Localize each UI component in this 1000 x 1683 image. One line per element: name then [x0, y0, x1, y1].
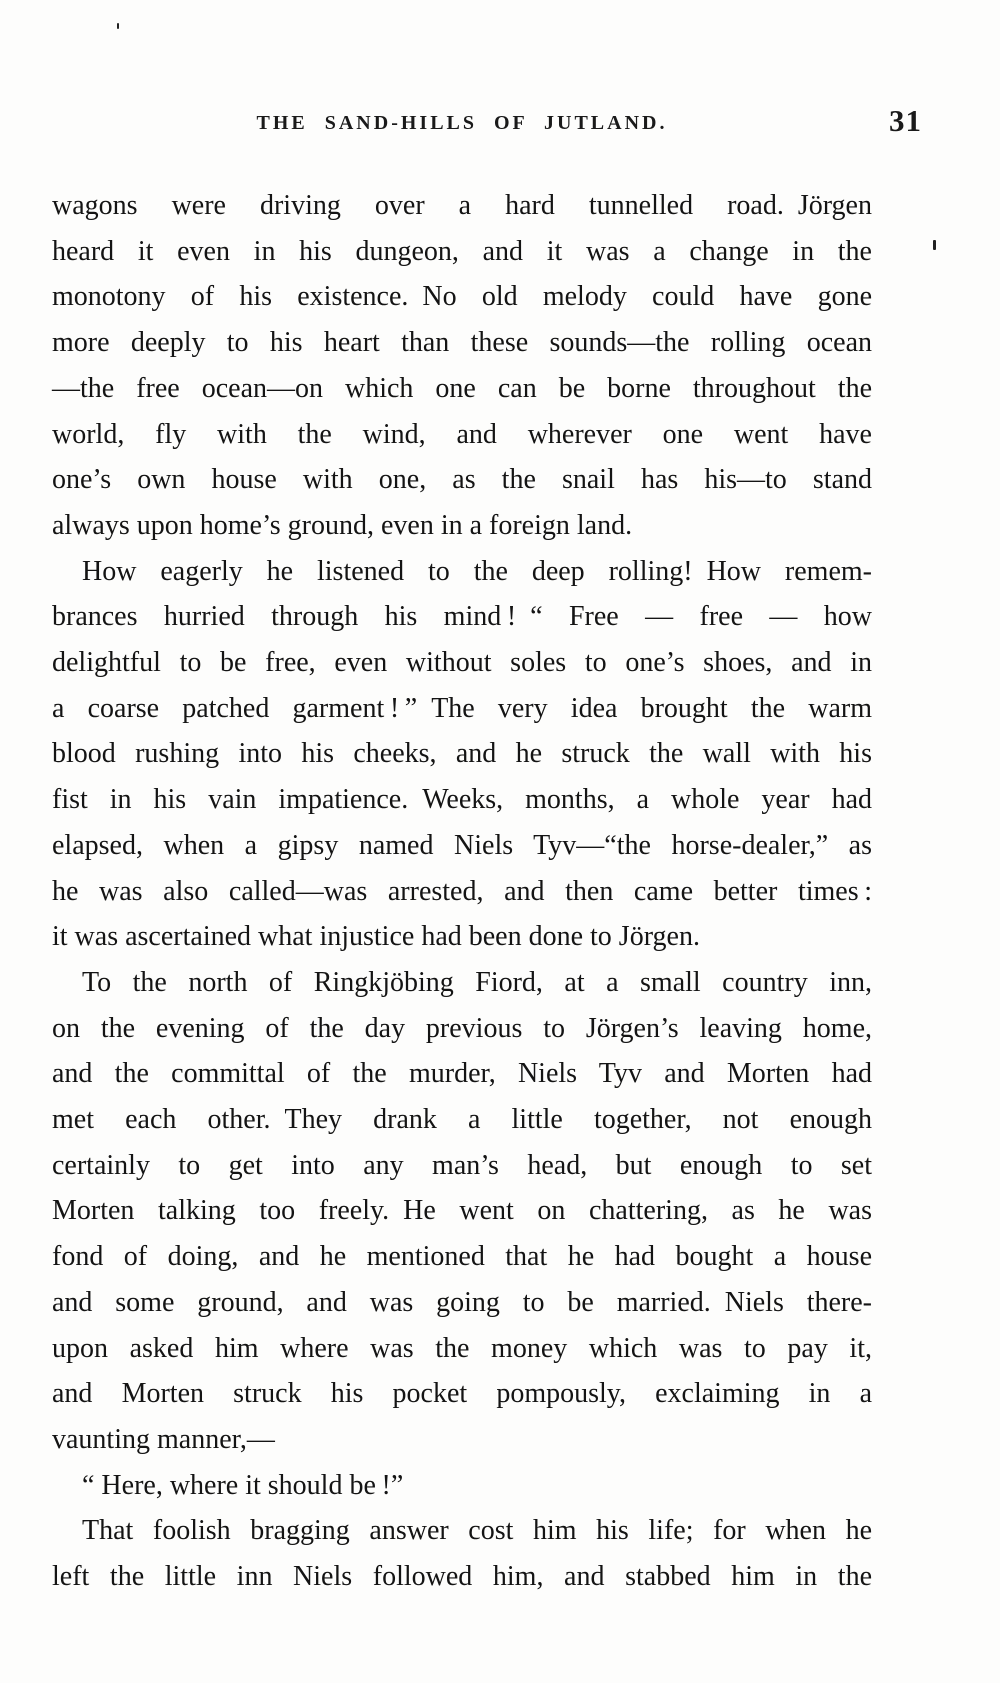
- text-line: elapsed, when a gipsy named Niels Tyv—“the horse-dealer,” as: [52, 829, 872, 861]
- text-line: That foolish bragging answer cost him his life; for when he: [82, 1515, 872, 1547]
- text-line: wagons were driving over a hard tunnelled road. Jörgen: [52, 190, 872, 221]
- text-line: heard it even in his dungeon, and it was a change in the: [52, 235, 872, 267]
- text-line: How eagerly he listened to the deep rolling! How remem-: [82, 555, 872, 587]
- text-line: To the north of Ringkjöbing Fiord, at a small country inn,: [82, 966, 872, 998]
- text-line: and the committal of the murder, Niels Tyv and Morten had: [52, 1058, 872, 1090]
- text-line: certainly to get into any man’s head, but enough to set: [52, 1149, 872, 1181]
- scan-speck: [117, 23, 119, 29]
- text-line: and some ground, and was going to be married. Niels there-: [52, 1286, 872, 1318]
- text-line: monotony of his existence. No old melody could have gone: [52, 281, 872, 313]
- text-line: it was ascertained what injustice had been done to Jörgen.: [52, 921, 700, 953]
- text-line: a coarse patched garment ! ” The very idea brought the warm: [52, 692, 872, 724]
- page-number: 31: [889, 103, 922, 138]
- text-line: Morten talking too freely. He went on chattering, as he was: [52, 1195, 872, 1227]
- text-line: fond of doing, and he mentioned that he had bought a house: [52, 1241, 872, 1273]
- body-text: [52, 183, 872, 1600]
- text-line: met each other. They drank a little together, not enough: [52, 1104, 872, 1136]
- text-line: more deeply to his heart than these sounds—the rolling ocean: [52, 327, 872, 359]
- text-line: fist in his vain impatience. Weeks, months, a whole year had: [52, 784, 872, 816]
- text-line: and Morten struck his pocket pompously, exclaiming in a: [52, 1378, 872, 1410]
- text-line: upon asked him where was the money which was to pay it,: [52, 1332, 872, 1364]
- text-line: left the little inn Niels followed him, and stabbed him in the: [52, 1561, 872, 1593]
- text-line: “ Here, where it should be !”: [82, 1469, 404, 1501]
- text-line: vaunting manner,—: [52, 1423, 275, 1455]
- text-line: blood rushing into his cheeks, and he struck the wall with his: [52, 738, 872, 770]
- text-line: on the evening of the day previous to Jörgen’s leaving home,: [52, 1012, 872, 1044]
- text-line: world, fly with the wind, and wherever one went have: [52, 418, 872, 450]
- scan-speck: [933, 240, 936, 250]
- text-line: always upon home’s ground, even in a foreign land.: [52, 509, 633, 541]
- text-line: he was also called—was arrested, and then came better times :: [52, 875, 872, 907]
- running-header: [52, 112, 872, 152]
- text-line: one’s own house with one, as the snail has his—to stand: [52, 464, 872, 496]
- text-line: delightful to be free, even without soles to one’s shoes, and in: [52, 647, 872, 679]
- text-line: —the free ocean—on which one can be borne throughout the: [52, 372, 872, 404]
- running-header-title: THE SAND-HILLS OF JUTLAND.: [256, 112, 668, 134]
- text-line: brances hurried through his mind ! “ Free — free — how: [52, 601, 872, 633]
